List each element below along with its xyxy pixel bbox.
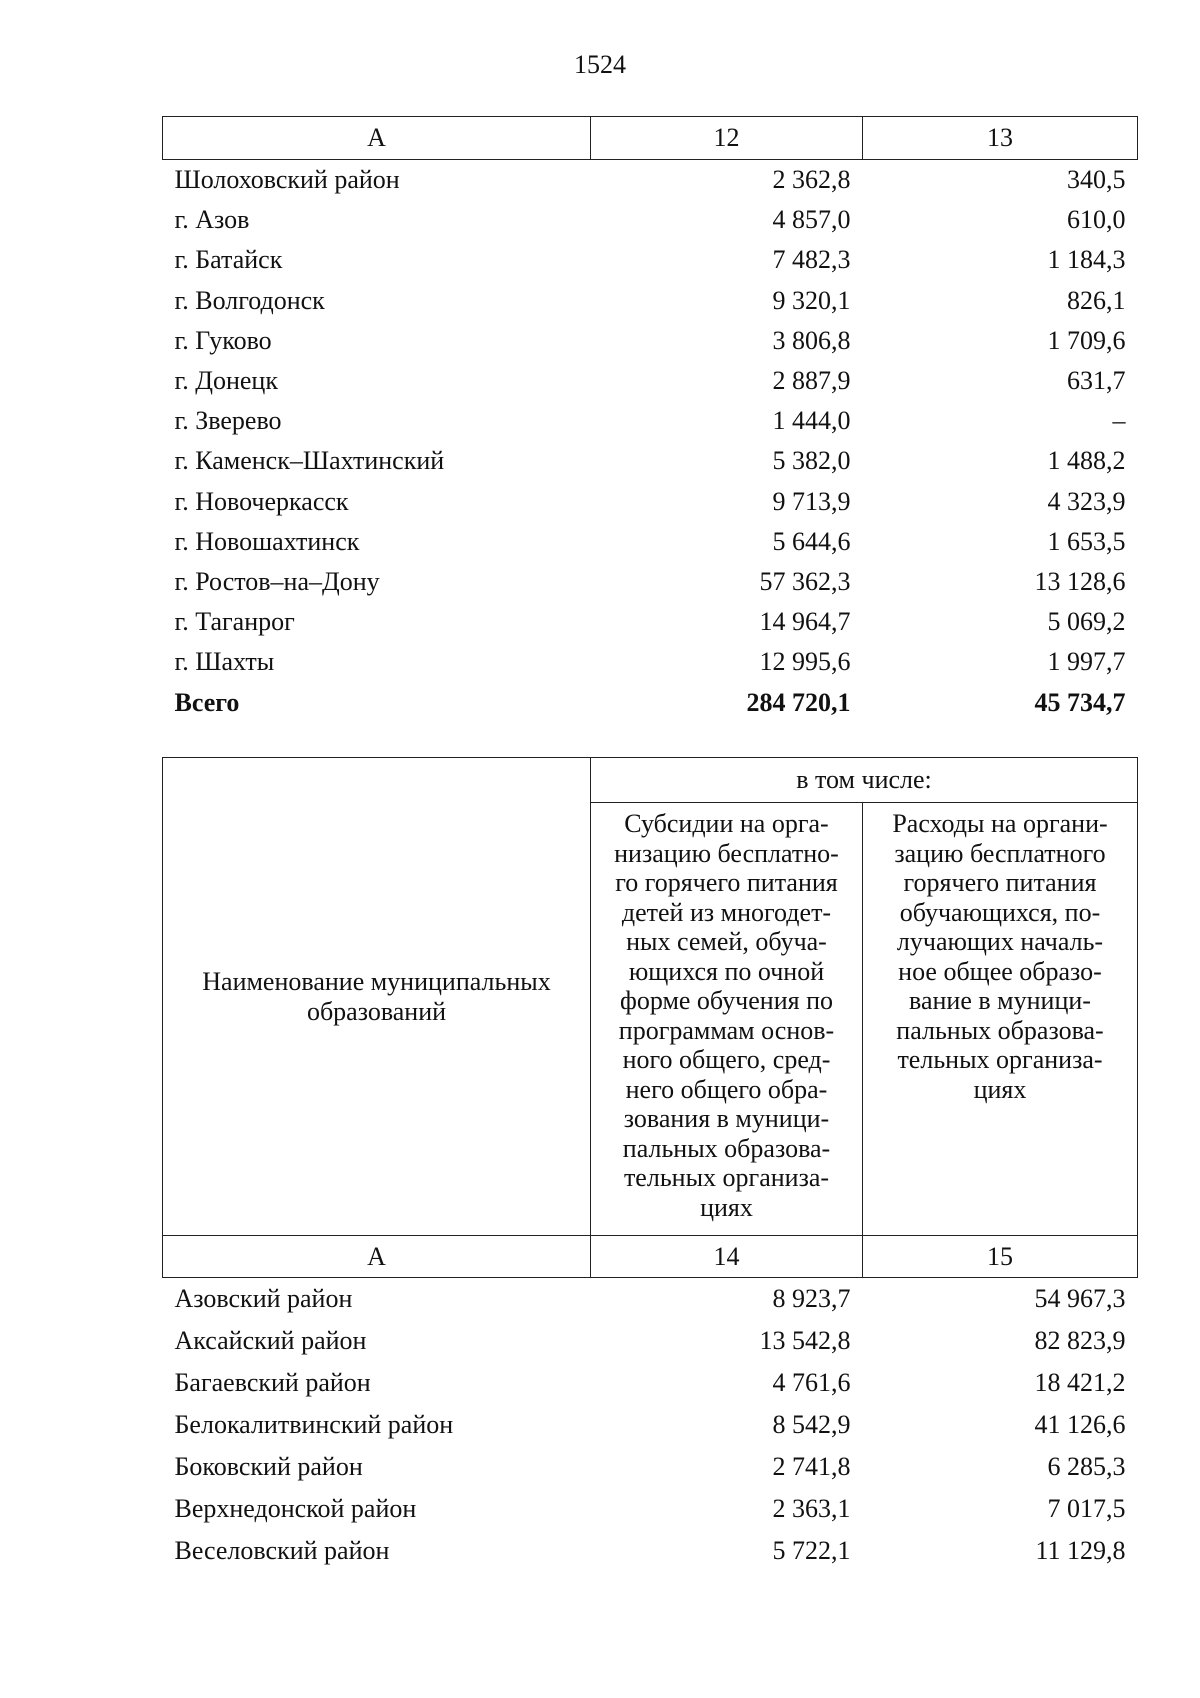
row-value-13: 4 323,9	[1047, 486, 1126, 516]
row-value-12: 1 444,0	[772, 406, 851, 436]
row-value-12: 3 806,8	[772, 325, 851, 355]
table-row	[163, 602, 1138, 642]
row-value-14: 8 923,7	[772, 1284, 851, 1313]
table-row	[163, 1320, 1138, 1362]
row-name: г. Зверево	[174, 406, 282, 436]
row-value-14: 4 761,6	[772, 1368, 851, 1397]
row-value-13: 631,7	[1067, 366, 1126, 396]
table-row	[163, 361, 1138, 401]
row-value-12: 57 362,3	[759, 566, 851, 596]
column-header-13: 13	[863, 117, 1138, 160]
table-row	[163, 522, 1138, 562]
row-value-14: 13 542,8	[759, 1326, 851, 1355]
row-value-15: 41 126,6	[1034, 1410, 1126, 1439]
page-number: 1524	[574, 50, 626, 79]
column-header-expenses	[863, 803, 1138, 1236]
row-value-15: 82 823,9	[1034, 1326, 1126, 1355]
row-name: г. Таганрог	[174, 607, 295, 637]
table-row	[163, 1488, 1138, 1530]
row-name: Багаевский район	[174, 1368, 371, 1397]
row-value-13: 340,5	[1067, 165, 1126, 195]
municipality-name-header: Наименование муниципальных образований	[163, 758, 591, 1236]
row-name: г. Новошахтинск	[174, 526, 360, 556]
row-name: г. Азов	[174, 205, 250, 235]
row-value-12: 5 382,0	[772, 446, 851, 476]
row-value-13: 5 069,2	[1047, 607, 1126, 637]
row-value-13: 1 488,2	[1047, 446, 1126, 476]
column-index-row	[163, 1236, 1138, 1278]
column-index-a: А	[163, 1236, 591, 1278]
row-value-12: 14 964,7	[759, 607, 851, 637]
row-value-12: 2 887,9	[772, 366, 851, 396]
row-value-13: 610,0	[1067, 205, 1126, 235]
column-header-12: 12	[591, 117, 863, 160]
column-header-subsidies-text: Субсидии на орга- низацию бесплатно- го горячего питания детей из многодет- ных семей, обуча- ющихся по очной форме обучения по программам основ- ного общего, сред- него общего обра- зования в муници- пальных образова- тельных организа- циях	[614, 809, 839, 1222]
row-name: Веселовский район	[174, 1536, 390, 1565]
total-value-13: 45 734,7	[1034, 687, 1126, 717]
row-name: г. Шахты	[174, 647, 275, 677]
table-row	[163, 1278, 1138, 1321]
including-header: в том числе:	[591, 758, 1138, 803]
table-row	[163, 281, 1138, 321]
row-name: Верхнедонской район	[174, 1494, 417, 1523]
table-row	[163, 1446, 1138, 1488]
table-upper	[162, 116, 1138, 723]
table-header-row	[163, 758, 1138, 803]
row-name: г. Новочеркасск	[174, 486, 349, 516]
table-row	[163, 1530, 1138, 1572]
column-index-15: 15	[863, 1236, 1138, 1278]
total-label: Всего	[174, 687, 240, 717]
row-value-13: 1 709,6	[1047, 325, 1126, 355]
row-name: г. Каменск–Шахтинский	[174, 446, 445, 476]
row-name: г. Батайск	[174, 245, 283, 275]
row-value-13: 1 653,5	[1047, 526, 1126, 556]
row-name: Боковский район	[174, 1452, 363, 1481]
table-row	[163, 482, 1138, 522]
table-row	[163, 200, 1138, 240]
table-row	[163, 441, 1138, 481]
row-value-13: 1 997,7	[1047, 647, 1126, 677]
row-value-12: 4 857,0	[772, 205, 851, 235]
row-value-15: 11 129,8	[1035, 1536, 1126, 1565]
row-value-15: 6 285,3	[1047, 1452, 1126, 1481]
row-value-15: 54 967,3	[1034, 1284, 1126, 1313]
row-name: Белокалитвинский район	[174, 1410, 454, 1439]
table-row	[163, 562, 1138, 602]
row-value-12: 12 995,6	[759, 647, 851, 677]
row-value-14: 2 741,8	[772, 1452, 851, 1481]
table-row	[163, 401, 1138, 441]
table-row	[163, 160, 1138, 201]
table-row	[163, 1404, 1138, 1446]
table-row	[163, 1362, 1138, 1404]
row-value-15: 7 017,5	[1047, 1494, 1126, 1523]
total-value-12: 284 720,1	[746, 687, 851, 717]
row-value-15: 18 421,2	[1034, 1368, 1126, 1397]
row-name: Шолоховский район	[174, 165, 400, 195]
table-header-row	[163, 117, 1138, 160]
table-row	[163, 642, 1138, 682]
row-name: г. Волгодонск	[174, 285, 325, 315]
row-value-12: 9 320,1	[772, 285, 851, 315]
row-value-14: 8 542,9	[772, 1410, 851, 1439]
row-value-12: 9 713,9	[772, 486, 851, 516]
row-value-12: 7 482,3	[772, 245, 851, 275]
table-row	[163, 321, 1138, 361]
row-value-12: 2 362,8	[772, 165, 851, 195]
row-value-12: 5 644,6	[772, 526, 851, 556]
row-name: г. Ростов–на–Дону	[174, 566, 380, 596]
row-value-13: 1 184,3	[1047, 245, 1126, 275]
row-value-14: 5 722,1	[772, 1536, 851, 1565]
row-value-14: 2 363,1	[772, 1494, 851, 1523]
total-row	[163, 682, 1138, 722]
table-lower	[162, 757, 1138, 1572]
column-header-subsidies	[591, 803, 863, 1236]
row-value-13: 13 128,6	[1034, 566, 1126, 596]
column-index-14: 14	[591, 1236, 863, 1278]
row-value-13: 826,1	[1067, 285, 1126, 315]
column-header-expenses-text: Расходы на органи- зацию бесплатного горячего питания обучающихся, по- лучающих началь- ное общее образо- вание в муници- пальных образова- тельных организа- циях	[892, 809, 1108, 1104]
row-name: г. Донецк	[174, 366, 278, 396]
row-name: Аксайский район	[174, 1326, 367, 1355]
row-value-13: –	[1112, 406, 1126, 436]
row-name: Азовский район	[174, 1284, 353, 1313]
table-row	[163, 240, 1138, 280]
column-header-a: А	[163, 117, 591, 160]
row-name: г. Гуково	[174, 325, 272, 355]
